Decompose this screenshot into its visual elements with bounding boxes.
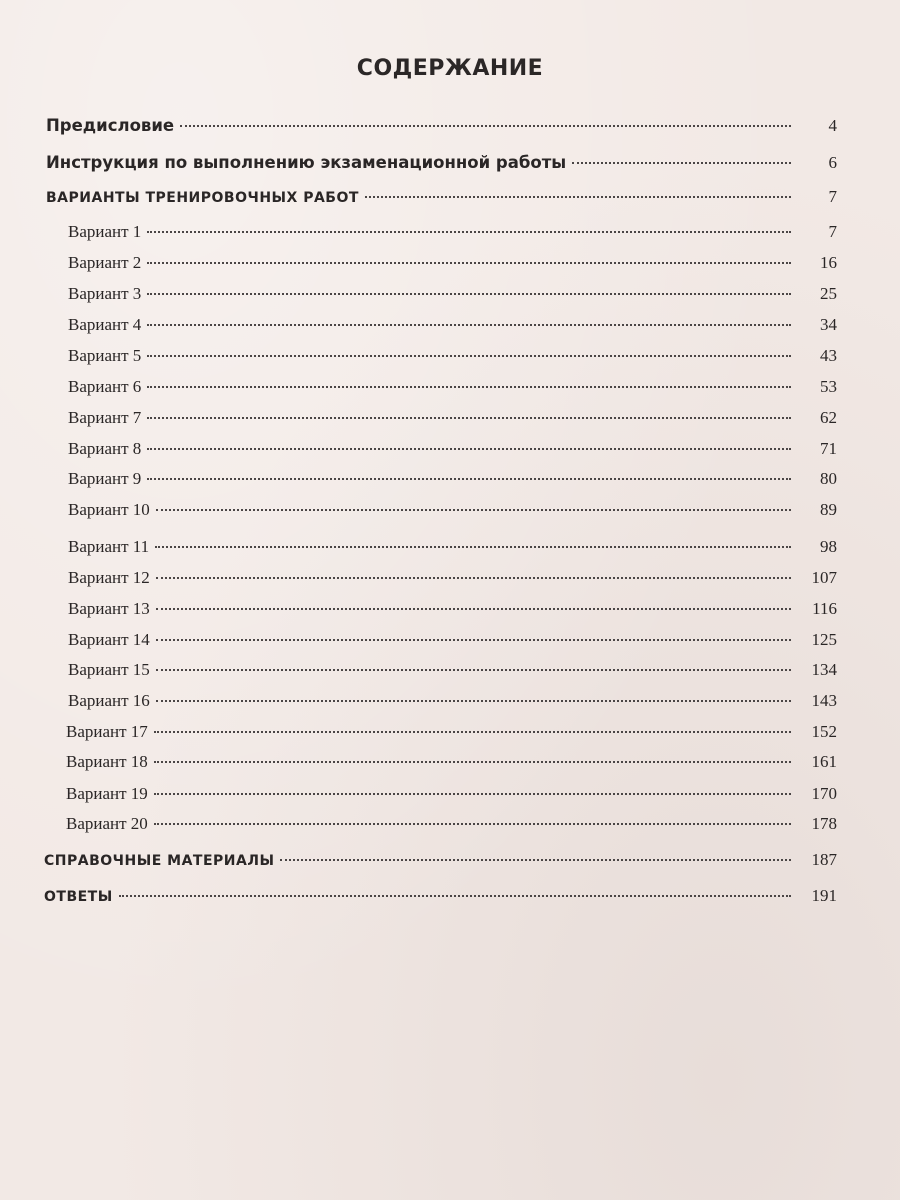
toc-entry-variant bbox=[68, 599, 837, 625]
dot-leader bbox=[154, 761, 791, 763]
dot-leader bbox=[147, 386, 791, 388]
toc-entry-label: Вариант 3 bbox=[68, 284, 142, 303]
toc-entry-page: 6 bbox=[828, 153, 837, 172]
dot-leader bbox=[119, 895, 791, 897]
toc-entry-page: 191 bbox=[811, 886, 837, 905]
toc-entry-page: 178 bbox=[811, 814, 837, 833]
toc-entry-label: СПРАВОЧНЫЕ МАТЕРИАЛЫ bbox=[44, 853, 275, 869]
toc-entry-label: Вариант 9 bbox=[68, 469, 142, 488]
toc-entry-reference-materials bbox=[44, 850, 837, 876]
toc-entry-page: 7 bbox=[828, 222, 837, 241]
toc-entry-page: 34 bbox=[820, 315, 837, 334]
dot-leader bbox=[156, 509, 791, 511]
toc-entry-page: 4 bbox=[828, 116, 837, 135]
toc-entry-variant bbox=[68, 284, 837, 310]
toc-entry-label: Вариант 6 bbox=[68, 377, 142, 396]
toc-entry-label: Вариант 20 bbox=[66, 814, 148, 833]
dot-leader bbox=[572, 162, 791, 164]
toc-entry-variant bbox=[68, 439, 837, 465]
toc-entry-label: Инструкция по выполнению экзаменационной работы bbox=[46, 153, 567, 172]
toc-entry-variant bbox=[66, 752, 837, 778]
toc-entry-label: Вариант 10 bbox=[68, 500, 150, 519]
dot-leader bbox=[156, 669, 791, 671]
toc-entry-page: 161 bbox=[811, 752, 837, 771]
toc-entry-page: 80 bbox=[820, 469, 837, 488]
toc-entry-label: Вариант 1 bbox=[68, 222, 142, 241]
toc-entry-label: Предисловие bbox=[46, 116, 175, 135]
toc-entry-page: 125 bbox=[811, 630, 837, 649]
dot-leader bbox=[156, 700, 791, 702]
dot-leader bbox=[156, 608, 791, 610]
toc-entry-label: Вариант 4 bbox=[68, 315, 142, 334]
toc-entry-page: 89 bbox=[820, 500, 837, 519]
toc-entry-instructions bbox=[46, 153, 837, 179]
dot-leader bbox=[147, 448, 791, 450]
toc-entry-page: 43 bbox=[820, 346, 837, 365]
toc-entry-variant bbox=[68, 537, 837, 563]
toc-entry-page: 25 bbox=[820, 284, 837, 303]
dot-leader bbox=[365, 196, 791, 198]
dot-leader bbox=[147, 417, 791, 419]
toc-entry-page: 143 bbox=[811, 691, 837, 710]
toc-entry-variant bbox=[66, 814, 837, 840]
toc-entry-variant bbox=[66, 784, 837, 810]
toc-entry-label: Вариант 2 bbox=[68, 253, 142, 272]
toc-entry-answers bbox=[44, 886, 837, 912]
page-title: СОДЕРЖАНИЕ bbox=[356, 56, 544, 81]
dot-leader bbox=[154, 731, 791, 733]
toc-entry-page: 134 bbox=[811, 660, 837, 679]
toc-entry-variant bbox=[68, 253, 837, 279]
toc-entry-label: Вариант 14 bbox=[68, 630, 150, 649]
toc-entry-variant bbox=[68, 568, 837, 594]
toc-entry-label: Вариант 17 bbox=[66, 722, 148, 741]
toc-entry-page: 71 bbox=[820, 439, 837, 458]
toc-entry-label: Вариант 11 bbox=[68, 537, 150, 556]
dot-leader bbox=[155, 546, 791, 548]
dot-leader bbox=[147, 293, 791, 295]
toc-entry-label: Вариант 18 bbox=[66, 752, 148, 771]
dot-leader bbox=[147, 355, 791, 357]
toc-entry-page: 152 bbox=[811, 722, 837, 741]
dot-leader bbox=[147, 478, 791, 480]
toc-entry-label: Вариант 8 bbox=[68, 439, 142, 458]
toc-entry-label: Вариант 15 bbox=[68, 660, 150, 679]
toc-entry-page: 170 bbox=[811, 784, 837, 803]
toc-entry-variant bbox=[68, 408, 837, 434]
toc-entry-variant bbox=[68, 346, 837, 372]
toc-entry-variant bbox=[68, 377, 837, 403]
dot-leader bbox=[156, 639, 791, 641]
toc-entry-preface bbox=[46, 116, 837, 142]
toc-entry-page: 107 bbox=[811, 568, 837, 587]
toc-entry-variant bbox=[68, 630, 837, 656]
toc-entry-page: 16 bbox=[820, 253, 837, 272]
dot-leader bbox=[180, 125, 791, 127]
toc-entry-variant bbox=[68, 315, 837, 341]
toc-entry-label: Вариант 12 bbox=[68, 568, 150, 587]
dot-leader bbox=[154, 793, 791, 795]
dot-leader bbox=[154, 823, 791, 825]
dot-leader bbox=[280, 859, 791, 861]
toc-entry-label: Вариант 7 bbox=[68, 408, 142, 427]
toc-entry-variant bbox=[66, 722, 837, 748]
toc-entry-variant bbox=[68, 469, 837, 495]
toc-entry-label: Вариант 5 bbox=[68, 346, 142, 365]
toc-entry-page: 53 bbox=[820, 377, 837, 396]
toc-entry-training-variants bbox=[46, 187, 837, 213]
toc-entry-label: Вариант 13 bbox=[68, 599, 150, 618]
toc-entry-page: 116 bbox=[812, 599, 837, 618]
dot-leader bbox=[147, 324, 791, 326]
toc-entry-variant bbox=[68, 660, 837, 686]
dot-leader bbox=[147, 262, 791, 264]
dot-leader bbox=[156, 577, 791, 579]
toc-entry-page: 187 bbox=[811, 850, 837, 869]
toc-entry-label: ВАРИАНТЫ ТРЕНИРОВОЧНЫХ РАБОТ bbox=[46, 190, 359, 206]
toc-entry-page: 7 bbox=[828, 187, 837, 206]
toc-entry-variant bbox=[68, 222, 837, 248]
toc-entry-label: ОТВЕТЫ bbox=[44, 889, 113, 905]
dot-leader bbox=[147, 231, 791, 233]
toc-entry-page: 62 bbox=[820, 408, 837, 427]
toc-entry-variant bbox=[68, 500, 837, 526]
toc-entry-variant bbox=[68, 691, 837, 717]
toc-entry-label: Вариант 19 bbox=[66, 784, 148, 803]
toc-entry-label: Вариант 16 bbox=[68, 691, 150, 710]
toc-entry-page: 98 bbox=[820, 537, 837, 556]
